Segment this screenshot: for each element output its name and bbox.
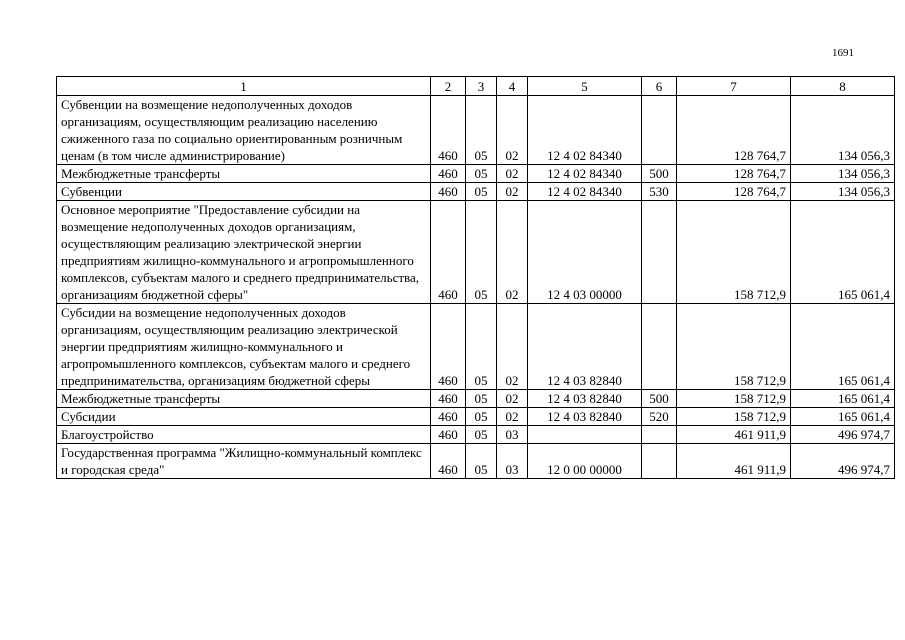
row-subsection: 02 [497,408,528,426]
row-section: 05 [466,408,497,426]
row-amount-2: 165 061,4 [791,408,895,426]
table-row [57,201,895,304]
row-name: Межбюджетные трансферты [57,165,431,183]
budget-table [56,76,895,479]
header-row [57,77,895,96]
row-subsection: 02 [497,390,528,408]
row-target-article: 12 4 02 84340 [528,165,642,183]
row-amount-1: 158 712,9 [677,201,791,304]
row-expense-type: 500 [642,390,677,408]
row-expense-type: 520 [642,408,677,426]
col-header-1: 1 [57,77,431,96]
row-ministry-code: 460 [431,183,466,201]
row-name: Благоустройство [57,426,431,444]
row-ministry-code: 460 [431,201,466,304]
row-subsection: 02 [497,304,528,390]
row-name: Межбюджетные трансферты [57,390,431,408]
row-amount-2: 134 056,3 [791,96,895,165]
col-header-4: 4 [497,77,528,96]
row-name: Государственная программа "Жилищно-коммунальный комплекс и городская среда" [57,444,431,479]
row-ministry-code: 460 [431,96,466,165]
row-ministry-code: 460 [431,426,466,444]
row-name: Субвенции на возмещение недополученных доходов организациям, осуществляющим реализацию населению сжиженного газа по социально ориентированным розничным ценам (в том числе администрирование) [57,96,431,165]
row-section: 05 [466,96,497,165]
row-section: 05 [466,444,497,479]
row-name: Субвенции [57,183,431,201]
row-expense-type [642,426,677,444]
row-subsection: 02 [497,96,528,165]
row-amount-1: 128 764,7 [677,183,791,201]
row-amount-1: 128 764,7 [677,165,791,183]
row-target-article: 12 4 02 84340 [528,183,642,201]
col-header-6: 6 [642,77,677,96]
row-section: 05 [466,201,497,304]
row-target-article: 12 0 00 00000 [528,444,642,479]
row-section: 05 [466,304,497,390]
row-amount-1: 128 764,7 [677,96,791,165]
table-row [57,165,895,183]
row-section: 05 [466,426,497,444]
row-subsection: 03 [497,426,528,444]
row-name: Основное мероприятие "Предоставление субсидии на возмещение недополученных доходов организациям, осуществляющим реализацию электрической энергии предприятиям жилищно-коммунального и агропромышленного комплексов, субъектам малого и среднего предпринимательства, организациям бюджетной сферы" [57,201,431,304]
row-subsection: 02 [497,183,528,201]
row-ministry-code: 460 [431,408,466,426]
row-amount-1: 461 911,9 [677,426,791,444]
table-row [57,408,895,426]
row-amount-1: 158 712,9 [677,304,791,390]
row-subsection: 02 [497,201,528,304]
table-row [57,96,895,165]
row-expense-type: 500 [642,165,677,183]
row-target-article: 12 4 03 82840 [528,390,642,408]
row-amount-2: 165 061,4 [791,201,895,304]
row-section: 05 [466,183,497,201]
row-target-article: 12 4 02 84340 [528,96,642,165]
row-amount-2: 496 974,7 [791,426,895,444]
row-ministry-code: 460 [431,390,466,408]
row-subsection: 03 [497,444,528,479]
col-header-7: 7 [677,77,791,96]
row-expense-type [642,201,677,304]
row-name: Субсидии [57,408,431,426]
row-ministry-code: 460 [431,304,466,390]
table-row [57,426,895,444]
table-row [57,444,895,479]
row-expense-type [642,304,677,390]
row-amount-2: 134 056,3 [791,183,895,201]
row-amount-2: 165 061,4 [791,390,895,408]
table-row [57,390,895,408]
row-target-article: 12 4 03 82840 [528,304,642,390]
row-expense-type: 530 [642,183,677,201]
col-header-2: 2 [431,77,466,96]
row-subsection: 02 [497,165,528,183]
col-header-3: 3 [466,77,497,96]
row-ministry-code: 460 [431,165,466,183]
col-header-5: 5 [528,77,642,96]
row-expense-type [642,96,677,165]
table-row [57,183,895,201]
row-section: 05 [466,165,497,183]
row-target-article [528,426,642,444]
row-ministry-code: 460 [431,444,466,479]
row-amount-2: 134 056,3 [791,165,895,183]
table-row [57,304,895,390]
page-number: 1691 [832,47,854,59]
row-name: Субсидии на возмещение недополученных доходов организациям, осуществляющим реализацию электрической энергии предприятиям жилищно-коммунального и агропромышленного комплексов, субъектам малого и среднего предпринимательства, организациям бюджетной сферы [57,304,431,390]
row-target-article: 12 4 03 82840 [528,408,642,426]
row-amount-1: 158 712,9 [677,408,791,426]
row-amount-2: 165 061,4 [791,304,895,390]
col-header-8: 8 [791,77,895,96]
row-amount-1: 158 712,9 [677,390,791,408]
row-target-article: 12 4 03 00000 [528,201,642,304]
row-amount-2: 496 974,7 [791,444,895,479]
row-amount-1: 461 911,9 [677,444,791,479]
row-expense-type [642,444,677,479]
row-section: 05 [466,390,497,408]
